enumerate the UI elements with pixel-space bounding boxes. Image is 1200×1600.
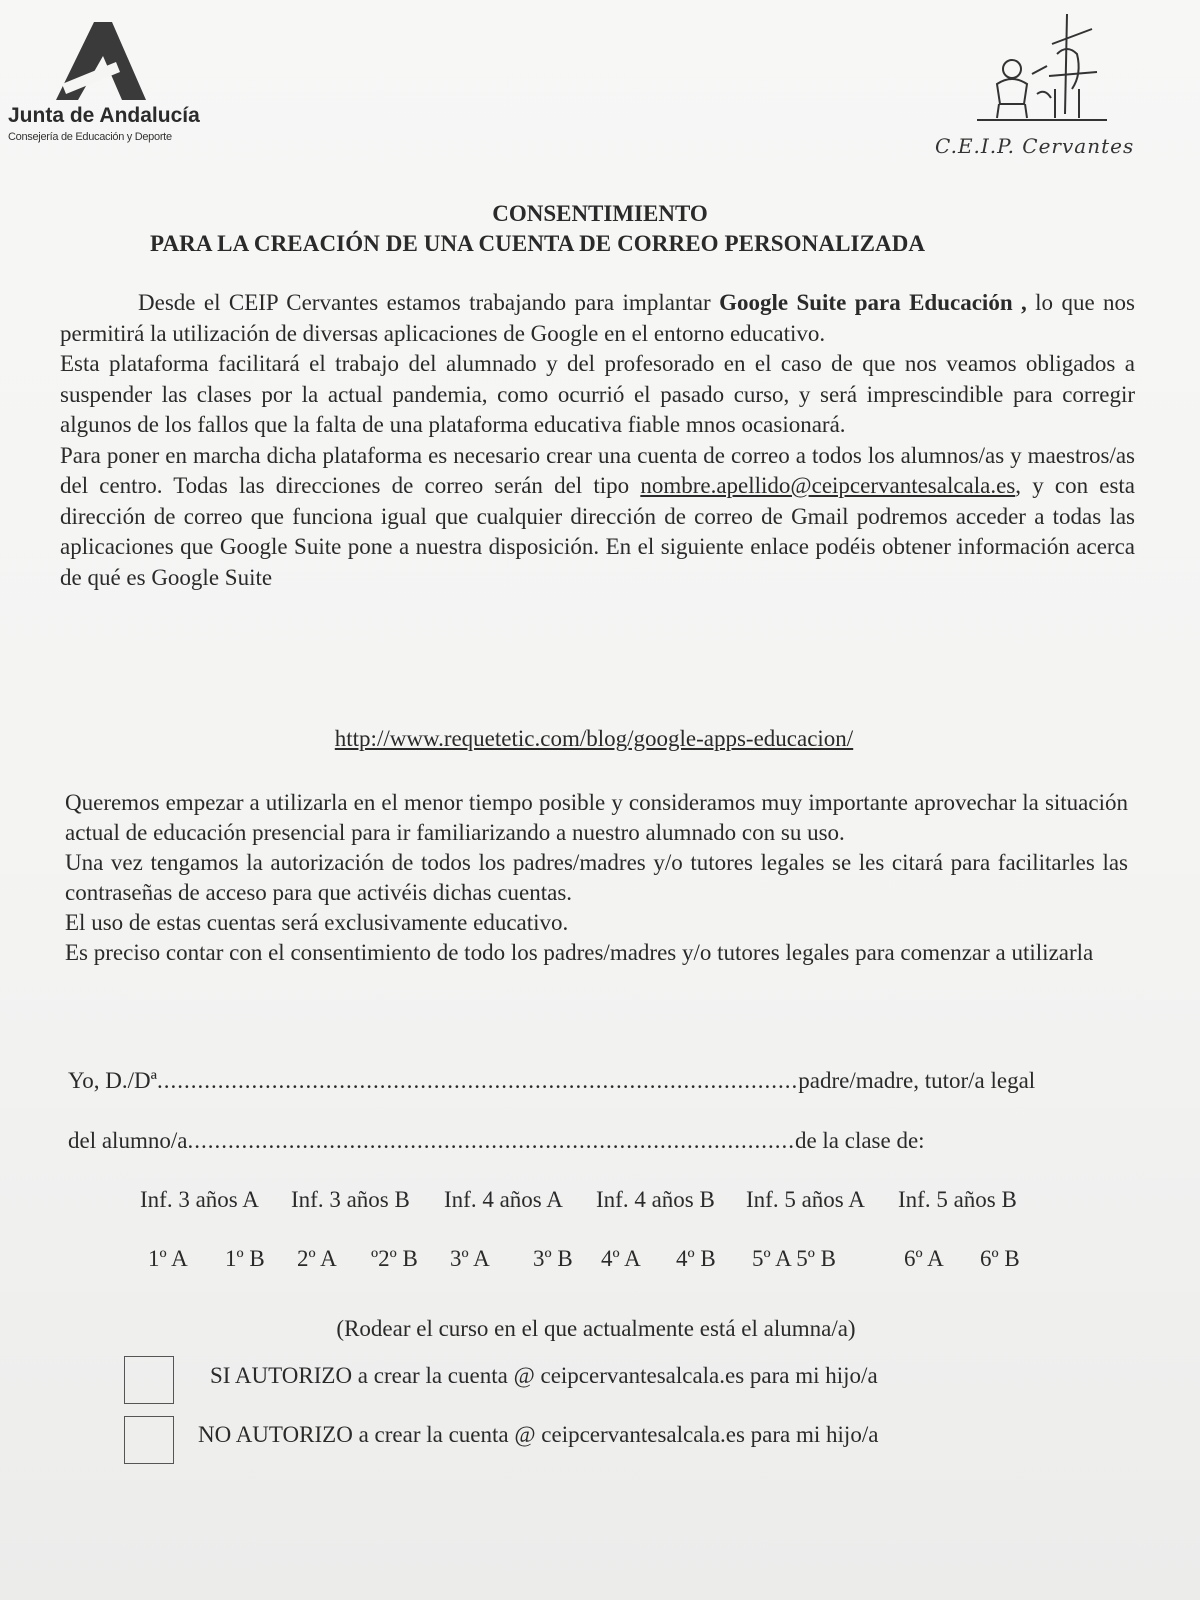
class-option[interactable]: Inf. 4 años A [444,1187,563,1212]
intro-paragraph-3: Para poner en marcha dicha plataforma es necesario crear una cuenta de correo a todos los alumnos/as y maestros/as del centro. Todas las direcciones de correo serán del tipo nombre.apellido@ceipcervantesalcala.es, y con esta dirección de correo que funciona igual que cualquier dirección de correo de Gmail podremos acceder a todas las aplicaciones que Google Suite pone a nuestra disposición. En el siguiente enlace podéis obtener información acerca de qué es Google Suite [60,442,1136,590]
student-name-line[interactable] [68,1128,925,1154]
class-option[interactable]: 4º A [601,1246,641,1271]
class-option[interactable]: 3º B [533,1246,573,1271]
junta-subtitle: Consejería de Educación y Deporte [8,131,172,143]
class-option[interactable]: 1º A [148,1246,188,1271]
parent-name-field[interactable]: ............................................................................................... [157,1068,799,1093]
parent-name-line[interactable] [68,1068,1035,1094]
junta-a-icon [56,22,146,100]
intro-paragraph-1: Desde el CEIP Cervantes estamos trabajando para implantar Google Suite para Educación , lo que nos permitirá la utilización de diversas aplicaciones de Google en el entorno educativo. [60,290,1135,346]
class-option[interactable]: 1º B [225,1246,265,1271]
junta-logo [8,22,228,143]
body-paragraph-2: Una vez tengamos la autorización de todos los padres/madres y/o tutores legales se les citará para facilitarles las contraseñas de acceso para que activéis dichas cuentas. [65,850,1128,905]
class-option[interactable]: 3º A [450,1246,490,1271]
intro-paragraph-2: Esta plataforma facilitará el trabajo del alumnado y del profesorado en el caso de que nos veamos obligados a suspender las clases por la actual pandemia, como ocurrió el pasado curso, y será imprescindible para corregir algunos de los fallos que la falta de una plataforma educativa fiable mnos ocasionará. [60,351,1135,437]
primaria-classes-row [0,1246,1200,1276]
body-paragraph-4: Es preciso contar con el consentimiento de todo los padres/madres y/o tutores legales para comenzar a utilizarla [65,940,1094,965]
info-link[interactable]: http://www.requetetic.com/blog/google-apps-educacion/ [334,726,854,751]
class-option[interactable]: º2º B [371,1246,418,1271]
authorize-no-checkbox[interactable] [124,1416,174,1464]
parent-suffix: padre/madre, tutor/a legal [798,1068,1036,1093]
class-option[interactable]: Inf. 4 años B [596,1187,715,1212]
class-option[interactable]: 5º A 5º B [752,1246,836,1271]
class-option[interactable]: Inf. 5 años A [746,1187,865,1212]
class-option[interactable]: 6º A [904,1246,944,1271]
document-subtitle: PARA LA CREACIÓN DE UNA CUENTA DE CORREO PERSONALIZADA [150,231,926,256]
class-option[interactable]: 6º B [980,1246,1020,1271]
intro-section [60,288,1135,593]
body-paragraph-1: Queremos empezar a utilizarla en el menor tiempo posible y consideramos muy importante aprovechar la situación actual de educación presencial para ir familiarizando a nuestro alumnado con su uso. [65,790,1128,845]
authorize-yes-checkbox[interactable] [124,1356,174,1404]
class-option[interactable]: Inf. 3 años A [140,1187,259,1212]
student-name-field[interactable]: .......................................................................................... [187,1128,795,1153]
junta-name: Junta de Andalucía [8,104,200,127]
parent-label: Yo, D./Dª [68,1068,158,1093]
student-suffix: de la clase de: [794,1128,925,1153]
body-paragraph-3: El uso de estas cuentas será exclusivamente educativo. [65,910,569,935]
class-option[interactable]: Inf. 5 años B [898,1187,1017,1212]
class-option[interactable]: Inf. 3 años B [291,1187,410,1212]
authorize-yes-label: SI AUTORIZO a crear la cuenta @ ceipcervantesalcala.es para mi hijo/a [210,1363,878,1388]
body-section [65,788,1128,968]
don-quixote-drawing-icon [967,14,1117,126]
infantil-classes-row [0,1187,1200,1217]
student-label: del alumno/a [68,1128,188,1153]
document-title: CONSENTIMIENTO [492,201,708,226]
school-name: C.E.I.P. Cervantes [935,134,1135,158]
class-option[interactable]: 2º A [297,1246,337,1271]
instruction-note: (Rodear el curso en el que actualmente está el alumna/a) [336,1316,856,1341]
email-example: nombre.apellido@ceipcervantesalcala.es [640,473,1016,498]
class-option[interactable]: 4º B [676,1246,716,1271]
school-logo [935,14,1165,158]
instruction-note-row [0,1316,1200,1342]
authorize-no-label: NO AUTORIZO a crear la cuenta @ ceipcervantesalcala.es para mi hijo/a [198,1422,879,1447]
info-link-row [0,726,1200,752]
